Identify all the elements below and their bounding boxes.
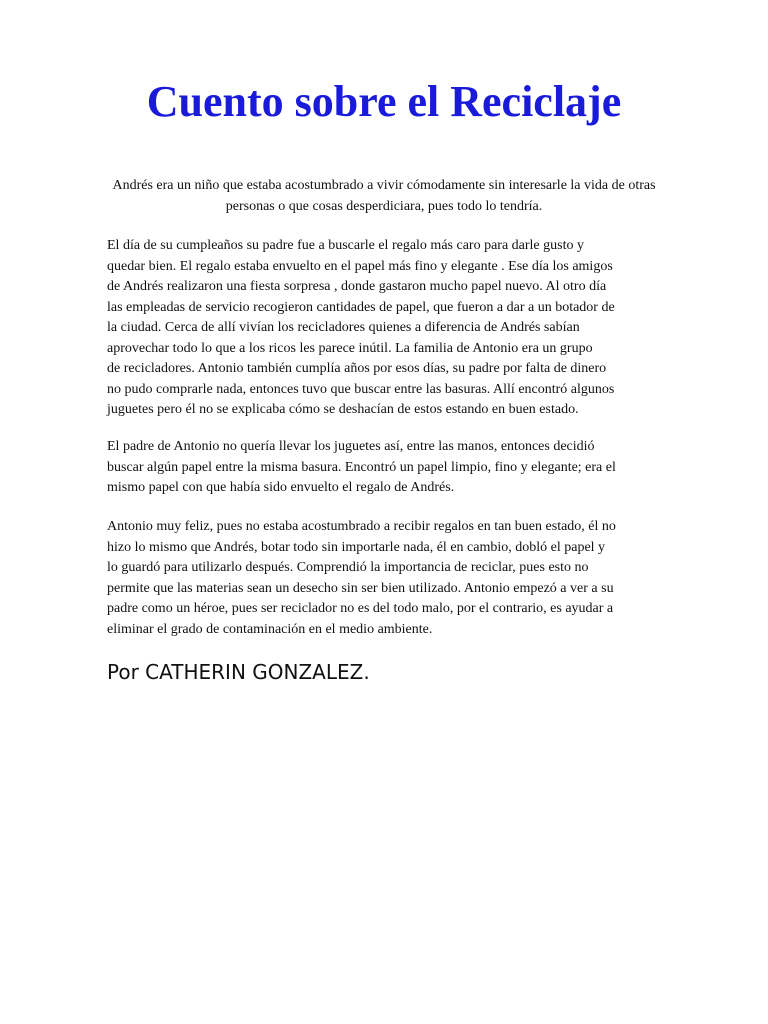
document-title: Cuento sobre el Reciclaje [146,77,622,126]
body-paragraph-3: Antonio muy feliz, pues no estaba acostumbrado a recibir regalos en tan buen estado, él no hizo lo mismo que Andrés, botar todo sin importarle nada, él en cambio, dobló el papel y lo guardó para utilizarlo después. Comprendió la importancia de reciclar, pues esto no permite que las materias sean un desecho sin ser bien utilizado. Antonio empezó a ver a su padre como un héroe, pues ser reciclador no es del todo malo, por el contrario, es ayudar a eliminar el grado de contaminación en el medio ambiente. [107,519,616,637]
author-signature: Por CATHERIN GONZALEZ. [107,660,370,684]
body-paragraph-2: El padre de Antonio no quería llevar los juguetes así, entre las manos, entonces decidió buscar algún papel entre la misma basura. Encontró un papel limpio, fino y elegante; era el mismo papel con que había sido envuelto el regalo de Andrés. [107,439,616,495]
body-paragraph-1: El día de su cumpleaños su padre fue a buscarle el regalo más caro para darle gusto y quedar bien. El regalo estaba envuelto en el papel más fino y elegante . Ese día los amigos de Andrés realizaron una fiesta sorpresa , donde gastaron mucho papel nuevo. Al otro día las empleadas de servicio recogieron cantidades de papel, que fueron a dar a un botador de la ciudad. Cerca de allí vivían los recicladores quienes a diferencia de Andrés sabían aprovechar todo lo que a los ricos les parece inútil. La familia de Antonio era un grupo de recicladores. Antonio también cumplía años por esos días, su padre por falta de dinero no pudo comprarle nada, entonces tuvo que buscar entre las basuras. Allí encontró algunos juguetes pero él no se explicaba cómo se deshacían de estos estando en buen estado. [107,238,615,417]
intro-paragraph: Andrés era un niño que estaba acostumbrado a vivir cómodamente sin interesarle la vida de otras personas o que cosas desperdiciara, pues todo lo tendría. [112,178,656,214]
